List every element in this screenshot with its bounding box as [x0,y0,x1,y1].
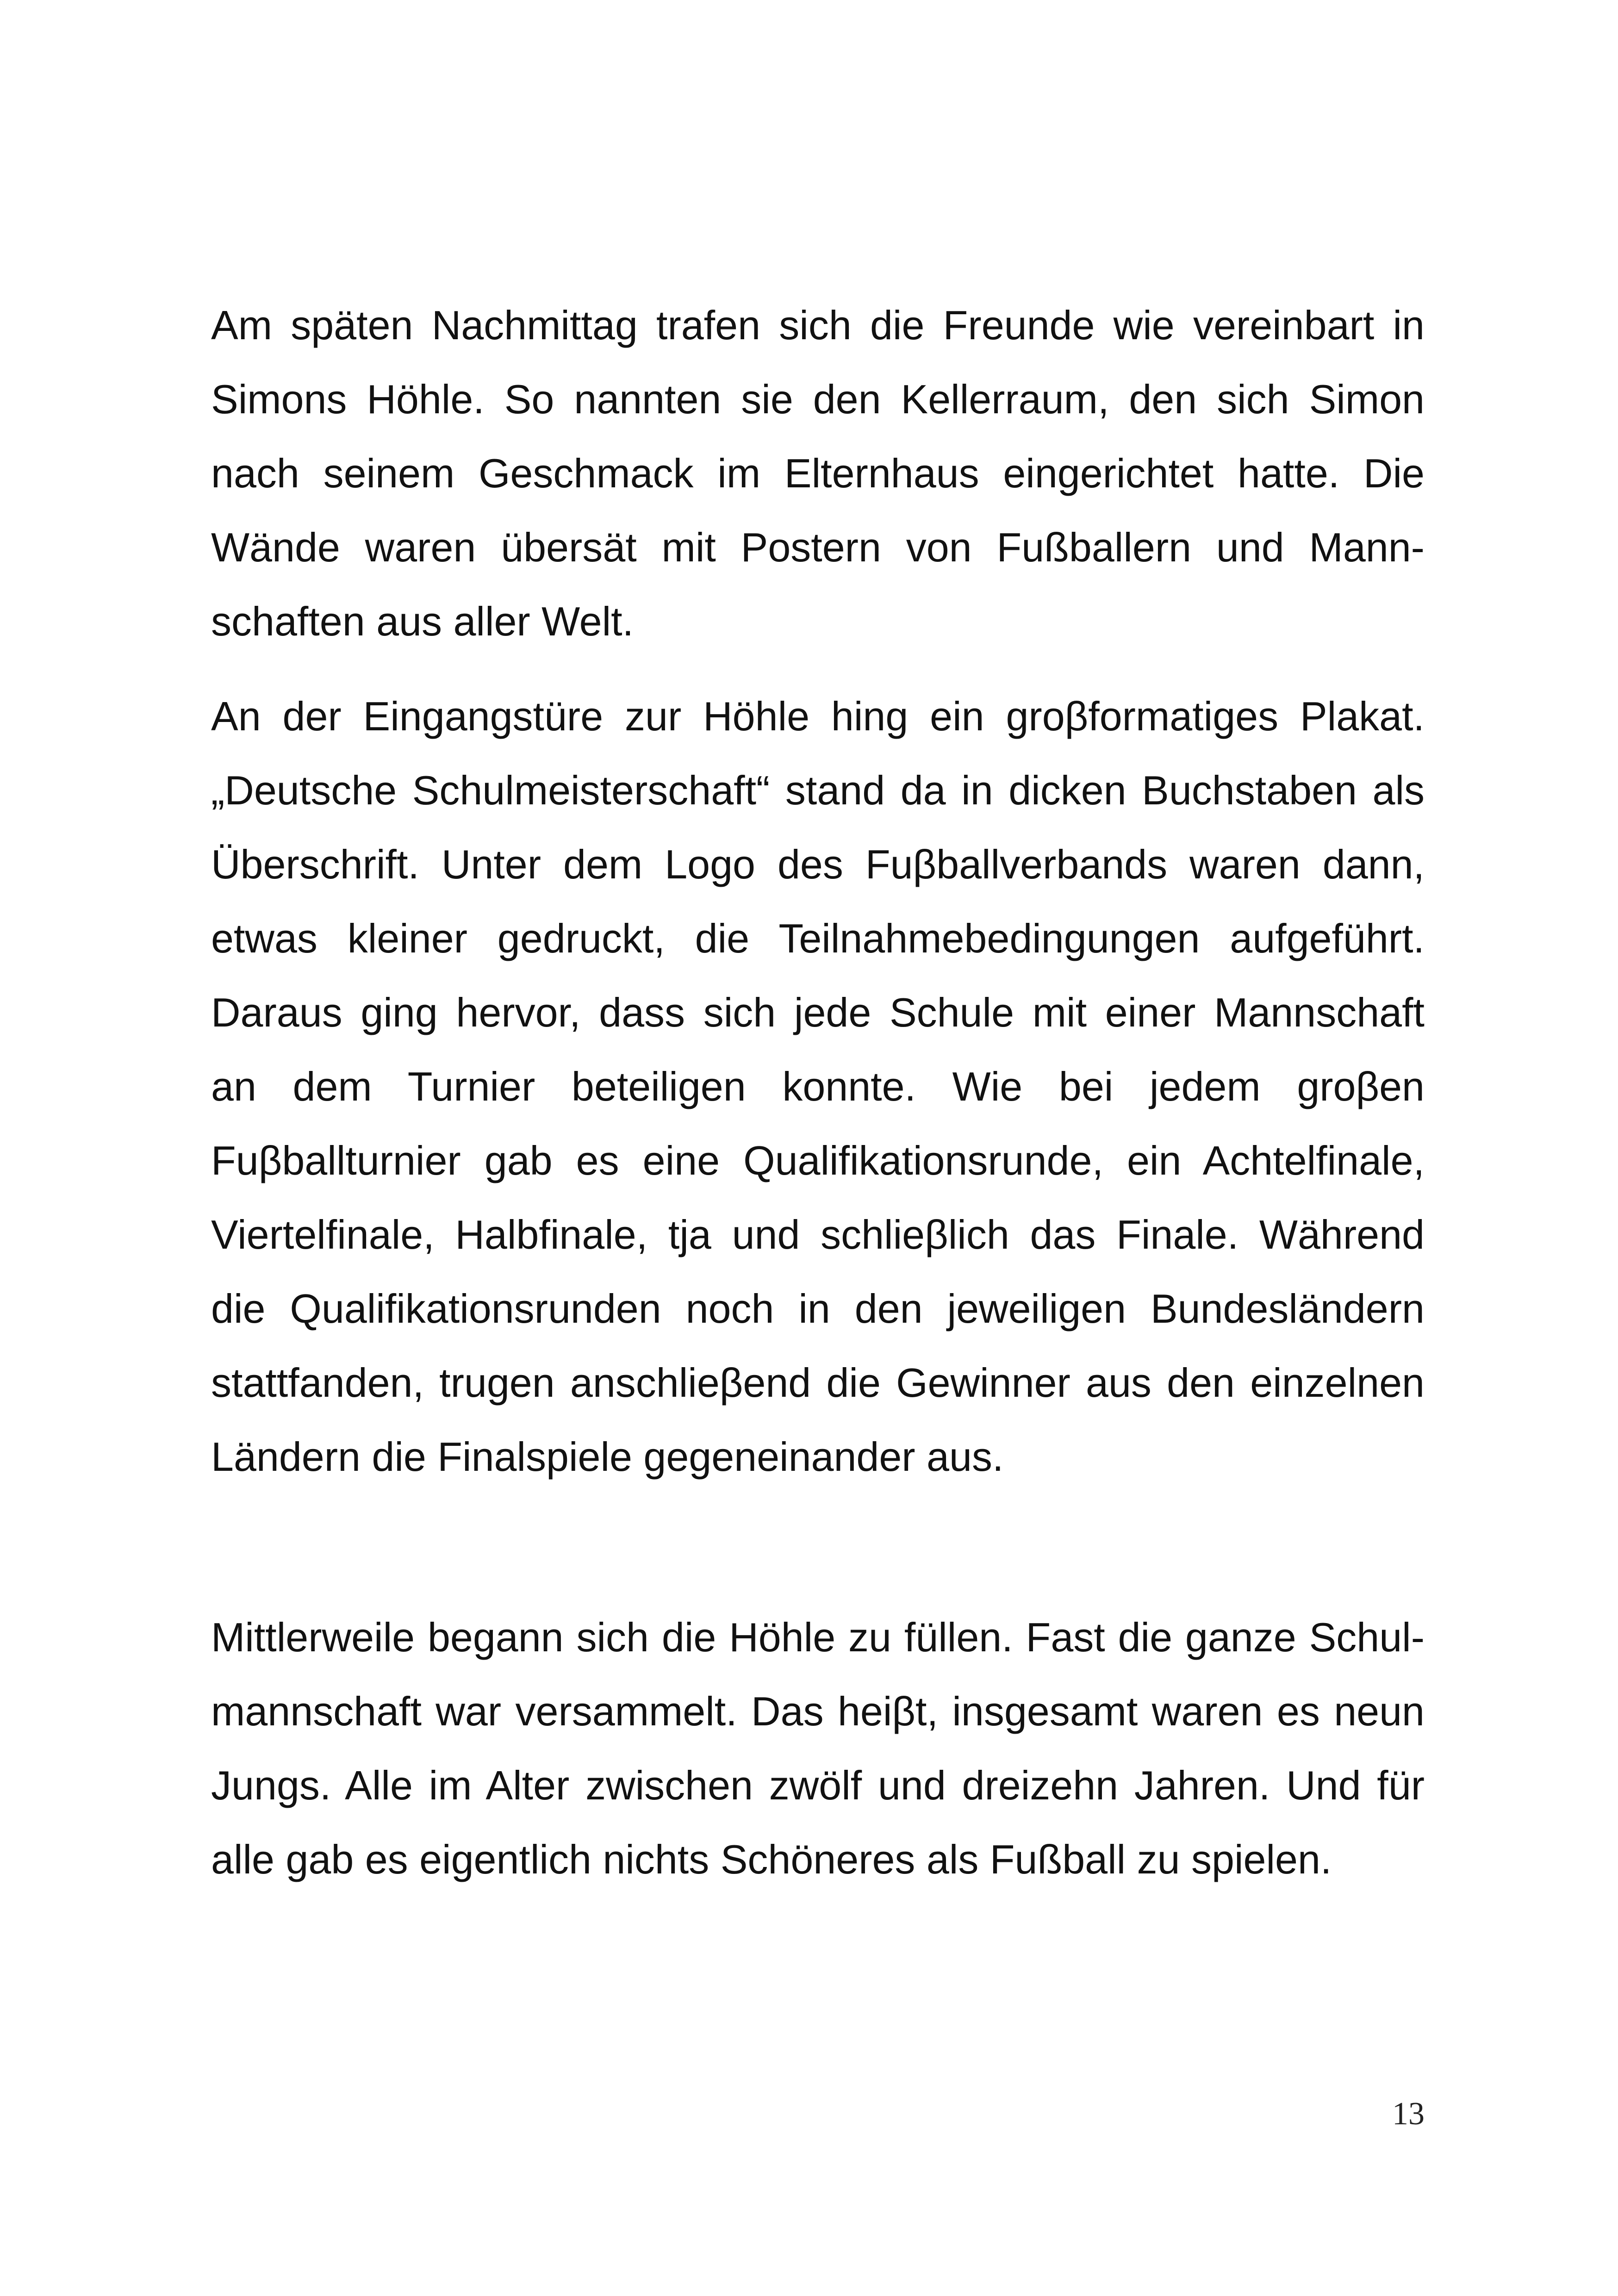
text-line: etwas kleiner gedruckt, die Teilnahmebedingungen aufgeführt. [211,915,1425,961]
paragraph-1 [211,288,1425,659]
text-line: schaften aus aller Welt. [211,598,634,644]
text-line: Jungs. Alle im Alter zwischen zwölf und dreizehn Jahren. Und für [211,1762,1425,1808]
text-line: nach seinem Geschmack im Elternhaus eingerichtet hatte. Die [211,450,1425,496]
text-line: Ländern die Finalspiele gegeneinander aus. [211,1434,1004,1480]
text-line: Überschrift. Unter dem Logo des Fuβballverbands waren dann, [211,841,1425,887]
text-line: Simons Höhle. So nannten sie den Kellerraum, den sich Simon [211,376,1425,422]
text-line: An der Eingangstüre zur Höhle hing ein groβformatiges Plakat. [211,693,1425,739]
text-line: „Deutsche Schulmeisterschaft“ stand da in dicken Buchstaben als [211,767,1425,813]
text-line: Viertelfinale, Halbfinale, tja und schlieβlich das Finale. Während [211,1212,1425,1257]
paragraph-2 [211,679,1425,1494]
paragraph-3 [211,1600,1425,1897]
text-line: die Qualifikationsrunden noch in den jeweiligen Bundesländern [211,1286,1425,1332]
text-line: Am späten Nachmittag trafen sich die Freunde wie vereinbart in [211,302,1425,348]
text-line: stattfanden, trugen anschlieβend die Gewinner aus den einzelnen [211,1360,1425,1406]
text-line: an dem Turnier beteiligen konnte. Wie bei jedem groβen [211,1064,1425,1109]
page-number: 13 [1392,2096,1425,2132]
text-line: Wände waren übersät mit Postern von Fußballern und Mann- [211,524,1425,570]
text-line: Mittlerweile begann sich die Höhle zu füllen. Fast die ganze Schul- [211,1614,1425,1660]
text-line: Fuβballturnier gab es eine Qualifikationsrunde, ein Achtelfinale, [211,1138,1425,1183]
text-line: Daraus ging hervor, dass sich jede Schule mit einer Mannschaft [211,989,1425,1035]
text-line: mannschaft war versammelt. Das heiβt, insgesamt waren es neun [211,1688,1425,1734]
text-line: alle gab es eigentlich nichts Schöneres als Fußball zu spielen. [211,1836,1332,1882]
